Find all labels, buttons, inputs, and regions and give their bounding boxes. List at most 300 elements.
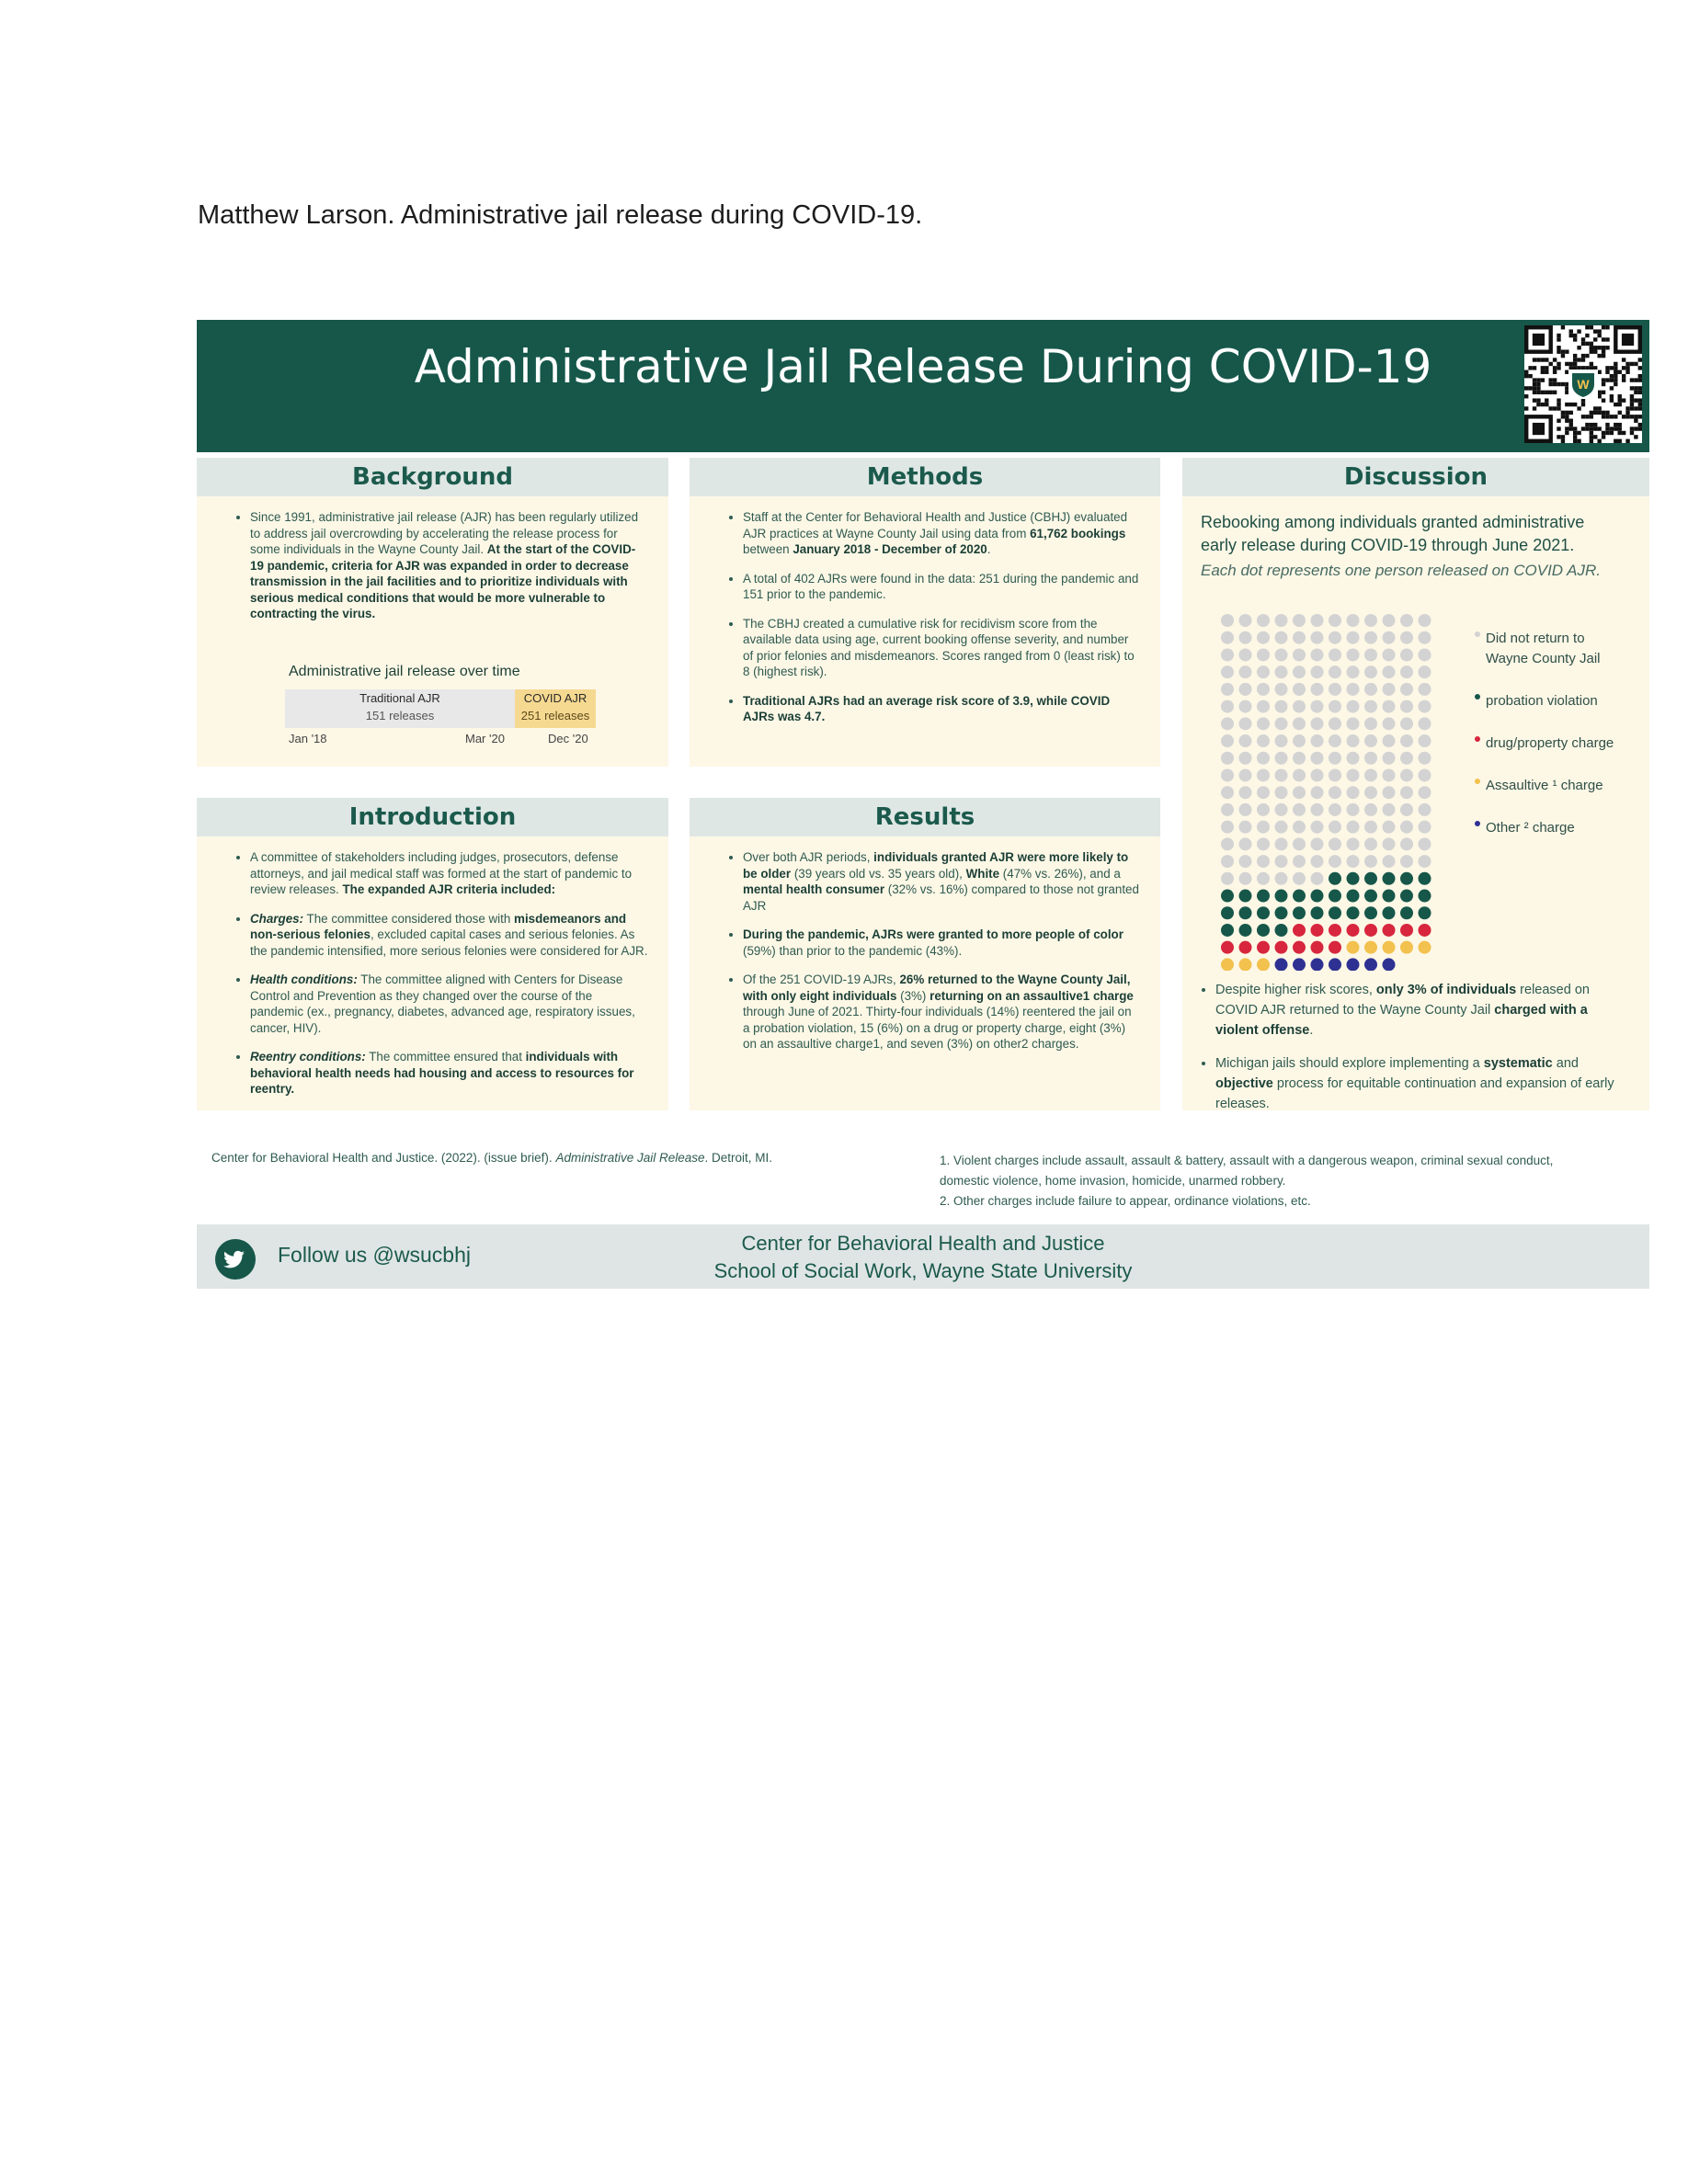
results-text: (39 years old vs. 35 years old), (791, 866, 966, 881)
intro-text: A committee of stakeholders including judges, prosecutors, defense attorneys, and jail medical staff was formed at the start of pandemic to review releases. (250, 850, 633, 896)
list-item (743, 693, 1140, 725)
person-dot (1347, 872, 1360, 885)
person-dot (1419, 683, 1431, 696)
person-dot (1221, 924, 1234, 937)
person-dot (1293, 614, 1306, 627)
person-dot (1419, 734, 1431, 747)
person-dot (1419, 614, 1431, 627)
results-text: (3%) (896, 988, 930, 1003)
qr-code-icon[interactable] (1524, 325, 1642, 443)
results-text: Of the 251 COVID-19 AJRs, (743, 973, 900, 986)
person-dot (1221, 958, 1234, 971)
person-dot (1293, 958, 1306, 971)
person-dot (1257, 821, 1270, 834)
person-dot (1311, 837, 1324, 850)
person-dot (1347, 631, 1360, 644)
citation-text: Center for Behavioral Health and Justice. (2022). (issue brief). (211, 1151, 556, 1165)
person-dot (1383, 734, 1396, 747)
person-dot (1329, 821, 1341, 834)
person-dot (1221, 768, 1234, 781)
person-dot (1257, 890, 1270, 903)
person-dot (1293, 683, 1306, 696)
background-bold: At the start of the COVID-19 pandemic, criteria for AJR was expanded in order to decrease transmission in the jail facilities and to prioritize individuals with serious medical conditions that would be more vulnerable to contracting the virus. (250, 542, 636, 620)
person-dot (1293, 665, 1306, 678)
methods-text: The CBHJ created a cumulative risk for recidivism score from the available data using age, current booking offense severity, and number of prior felonies and misdemeanors. Scores ranged from 0 (least risk) to 8 (highest risk). (743, 616, 1135, 678)
svg-text:W: W (1577, 377, 1590, 392)
background-text: Since 1991, administrative jail release (AJR) has been regularly utilized to address jail overcrowding by accelerating the release process for some individuals in the Wayne County Jail. (250, 510, 639, 556)
person-dot (1329, 700, 1341, 713)
person-dot (1293, 768, 1306, 781)
list-item (743, 616, 1140, 680)
legend-dot-icon (1475, 779, 1480, 784)
person-dot (1383, 786, 1396, 799)
person-dot (1383, 614, 1396, 627)
twitter-bird-icon[interactable] (215, 1239, 256, 1280)
results-text: Over both AJR periods, (743, 850, 874, 864)
list-item (743, 849, 1140, 914)
person-dot (1329, 786, 1341, 799)
legend-label: Assaultive ¹ charge (1486, 778, 1603, 793)
person-dot (1293, 631, 1306, 644)
person-dot (1221, 631, 1234, 644)
discussion-intro: Rebooking among individuals granted administrative early release during COVID-19 through June 2021. (1201, 513, 1585, 554)
person-dot (1329, 665, 1341, 678)
person-dot (1400, 734, 1413, 747)
person-dot (1329, 924, 1341, 937)
person-dot (1383, 631, 1396, 644)
legend-dot-icon (1475, 694, 1480, 700)
intro-bold-italic: Health conditions: (250, 973, 358, 986)
person-dot (1311, 906, 1324, 919)
person-dot (1257, 906, 1270, 919)
legend-label: Did not return to Wayne County Jail (1486, 631, 1601, 666)
person-dot (1419, 821, 1431, 834)
discussion-bold: charged with a violent offense (1215, 1003, 1588, 1038)
person-dot (1257, 648, 1270, 661)
person-dot (1364, 872, 1377, 885)
person-dot (1419, 631, 1431, 644)
person-dot (1239, 890, 1252, 903)
person-dot (1364, 803, 1377, 816)
person-dot (1221, 700, 1234, 713)
person-dot (1329, 648, 1341, 661)
person-dot (1383, 924, 1396, 937)
discussion-bold: objective (1215, 1076, 1273, 1091)
person-dot (1419, 717, 1431, 730)
person-dot (1400, 752, 1413, 765)
discussion-bold: systematic (1483, 1056, 1553, 1071)
person-dot (1383, 700, 1396, 713)
person-dot (1364, 941, 1377, 954)
person-dot (1400, 924, 1413, 937)
person-dot (1347, 924, 1360, 937)
person-dot (1221, 837, 1234, 850)
traditional-ajr-count: 151 releases (365, 709, 435, 722)
person-dot (1275, 717, 1288, 730)
person-dot (1347, 752, 1360, 765)
person-dot (1400, 683, 1413, 696)
person-dot (1275, 837, 1288, 850)
person-dot (1364, 631, 1377, 644)
person-dot (1383, 958, 1396, 971)
person-dot (1364, 717, 1377, 730)
person-dot (1239, 906, 1252, 919)
person-dot (1257, 941, 1270, 954)
person-dot (1275, 906, 1288, 919)
person-dot (1364, 683, 1377, 696)
person-dot (1293, 855, 1306, 868)
person-dot (1400, 821, 1413, 834)
person-dot (1311, 924, 1324, 937)
person-dot (1311, 786, 1324, 799)
person-dot (1347, 786, 1360, 799)
person-dot (1347, 700, 1360, 713)
person-dot (1221, 941, 1234, 954)
person-dot (1400, 872, 1413, 885)
person-dot (1257, 752, 1270, 765)
footnote-2: 2. Other charges include failure to appear, ordinance violations, etc. (940, 1194, 1311, 1208)
person-dot (1221, 803, 1234, 816)
person-dot (1221, 855, 1234, 868)
person-dot (1329, 683, 1341, 696)
person-dot (1383, 665, 1396, 678)
covid-ajr-label: COVID AJR (523, 691, 587, 705)
person-dot (1364, 768, 1377, 781)
person-dot (1311, 717, 1324, 730)
discussion-text: released on COVID AJR returned to the Wayne County Jail (1215, 983, 1590, 1018)
person-dot (1364, 752, 1377, 765)
legend-dot-icon (1475, 736, 1480, 742)
person-dot (1311, 803, 1324, 816)
person-dot (1400, 837, 1413, 850)
person-dot (1347, 768, 1360, 781)
person-dot (1239, 958, 1252, 971)
person-dot (1221, 648, 1234, 661)
person-dot (1311, 734, 1324, 747)
legend-label: Other ² charge (1486, 820, 1575, 836)
person-dot (1329, 803, 1341, 816)
person-dot (1311, 614, 1324, 627)
person-dot (1329, 906, 1341, 919)
footnote-1: 1. Violent charges include assault, assault & battery, assault with a dangerous weapon, criminal sexual conduct, domestic violence, home invasion, homicide, unarmed robbery. (940, 1154, 1554, 1188)
person-dot (1257, 700, 1270, 713)
person-dot (1239, 752, 1252, 765)
person-dot (1293, 837, 1306, 850)
person-dot (1329, 752, 1341, 765)
person-dot (1293, 648, 1306, 661)
person-dot (1239, 855, 1252, 868)
list-item (743, 972, 1140, 1052)
person-dot (1329, 734, 1341, 747)
methods-bold: Traditional AJRs had an average risk score of 3.9, while COVID AJRs was 4.7. (743, 693, 1111, 723)
results-bold: During the pandemic, AJRs were granted to more people of color (743, 927, 1123, 941)
intro-text: The committee considered those with (303, 911, 515, 926)
person-dot (1383, 890, 1396, 903)
results-bold: White (965, 866, 1000, 881)
discussion-text: Michigan jails should explore implementing a (1215, 1056, 1484, 1071)
person-dot (1419, 786, 1431, 799)
person-dot (1311, 683, 1324, 696)
person-dot (1400, 665, 1413, 678)
person-dot (1347, 941, 1360, 954)
timeline-tick-end: Dec '20 (548, 732, 588, 745)
person-dot (1383, 821, 1396, 834)
person-dot (1257, 683, 1270, 696)
person-dot (1347, 614, 1360, 627)
person-dot (1364, 855, 1377, 868)
person-dot (1419, 890, 1431, 903)
results-bold: individuals granted AJR were more likely to be older (743, 850, 1129, 881)
person-dot (1347, 906, 1360, 919)
covid-ajr-bar (515, 689, 596, 728)
person-dot (1364, 734, 1377, 747)
results-text: (59%) than prior to the pandemic (43%). (743, 943, 963, 958)
discussion-note: Each dot represents one person released on COVID AJR. (1201, 562, 1601, 579)
person-dot (1400, 786, 1413, 799)
person-dot (1311, 648, 1324, 661)
person-dot (1400, 717, 1413, 730)
person-dot (1311, 872, 1324, 885)
person-dot (1400, 855, 1413, 868)
traditional-ajr-label: Traditional AJR (359, 691, 440, 705)
person-dot (1311, 821, 1324, 834)
person-dot (1239, 614, 1252, 627)
bottom-bar (197, 1224, 1649, 1289)
person-dot (1239, 941, 1252, 954)
person-dot (1419, 872, 1431, 885)
intro-bold-italic: Reentry conditions: (250, 1050, 366, 1064)
person-dot (1257, 631, 1270, 644)
person-dot (1275, 734, 1288, 747)
person-dot (1400, 941, 1413, 954)
person-dot (1293, 872, 1306, 885)
person-dot (1419, 752, 1431, 765)
background-heading: Background (197, 458, 668, 496)
intro-text: The committee aligned with Centers for Disease Control and Prevention as they changed over the course of the pandemic (ex., pregnancy, diabetes, advanced age, respiratory issues, cancer, HIV). (250, 973, 635, 1035)
intro-text: The committee ensured that (365, 1050, 526, 1064)
person-dot (1419, 648, 1431, 661)
person-dot (1364, 906, 1377, 919)
person-dot (1257, 837, 1270, 850)
person-dot (1275, 752, 1288, 765)
person-dot (1364, 837, 1377, 850)
org-line-2: School of Social Work, Wayne State University (713, 1259, 1133, 1282)
intro-bold: misdemeanors and non-serious felonies (250, 911, 627, 941)
person-dot (1383, 768, 1396, 781)
person-dot (1364, 700, 1377, 713)
person-dot (1275, 683, 1288, 696)
person-dot (1239, 648, 1252, 661)
person-dot (1257, 734, 1270, 747)
legend-dot-icon (1475, 631, 1480, 637)
results-card (690, 798, 1160, 1110)
person-dot (1311, 752, 1324, 765)
methods-text: A total of 402 AJRs were found in the data: 251 during the pandemic and 151 prior to the pandemic. (743, 571, 1139, 601)
person-dot (1329, 717, 1341, 730)
person-dot (1275, 631, 1288, 644)
poster (197, 320, 1649, 1289)
results-list (690, 836, 1160, 1052)
follow-link[interactable]: Follow us @wsucbhj (278, 1243, 471, 1267)
person-dot (1383, 837, 1396, 850)
list-item (1215, 980, 1633, 1041)
timeline-tick-start: Jan '18 (289, 732, 327, 745)
legend-item (1473, 818, 1629, 838)
discussion-card (1182, 458, 1649, 1110)
person-dot (1383, 717, 1396, 730)
person-dot (1329, 631, 1341, 644)
person-dot (1239, 837, 1252, 850)
person-dot (1347, 837, 1360, 850)
discussion-text: Despite higher risk scores, (1215, 983, 1376, 997)
person-dot (1364, 614, 1377, 627)
intro-bold: individuals with behavioral health needs had housing and access to resources for reentry. (250, 1050, 634, 1096)
person-dot (1293, 803, 1306, 816)
list-item (743, 571, 1140, 603)
person-dot (1400, 906, 1413, 919)
person-dot (1347, 683, 1360, 696)
person-dot (1329, 614, 1341, 627)
person-dot (1347, 734, 1360, 747)
person-dot (1419, 803, 1431, 816)
person-dot (1221, 906, 1234, 919)
person-dot (1221, 614, 1234, 627)
person-dot (1400, 631, 1413, 644)
ajr-timeline (285, 689, 596, 728)
results-bold: mental health consumer (743, 882, 885, 896)
person-dot (1419, 924, 1431, 937)
person-dot (1275, 700, 1288, 713)
person-dot (1419, 906, 1431, 919)
list-item (1215, 1053, 1633, 1114)
person-dot (1400, 614, 1413, 627)
traditional-ajr-bar (285, 689, 515, 728)
person-dot (1293, 734, 1306, 747)
person-dot (1383, 906, 1396, 919)
person-dot (1329, 872, 1341, 885)
person-dot (1293, 717, 1306, 730)
person-dot (1221, 752, 1234, 765)
introduction-card (197, 798, 668, 1110)
person-dot (1221, 890, 1234, 903)
discussion-text: process for equitable continuation and expansion of early releases. (1215, 1076, 1614, 1111)
legend-item (1473, 734, 1629, 754)
person-dot (1364, 890, 1377, 903)
methods-bold: 61,762 bookings (1030, 526, 1126, 540)
person-dot (1364, 958, 1377, 971)
person-dot (1311, 631, 1324, 644)
methods-text: Staff at the Center for Behavioral Health and Justice (CBHJ) evaluated AJR practices at Wayne County Jail using data from (743, 510, 1128, 540)
person-dot (1257, 958, 1270, 971)
person-dot (1400, 803, 1413, 816)
person-dot (1257, 803, 1270, 816)
person-dot (1364, 786, 1377, 799)
person-dot (1239, 821, 1252, 834)
citation (211, 1151, 772, 1165)
footnotes (940, 1151, 1602, 1211)
person-dot (1347, 665, 1360, 678)
person-dot (1293, 700, 1306, 713)
person-dot (1400, 700, 1413, 713)
person-dot (1400, 768, 1413, 781)
person-dot (1239, 803, 1252, 816)
person-dot (1293, 786, 1306, 799)
list-item (250, 849, 648, 898)
person-dot (1239, 768, 1252, 781)
person-dot (1293, 906, 1306, 919)
person-dot (1239, 786, 1252, 799)
person-dot (1293, 890, 1306, 903)
legend-item (1473, 776, 1629, 796)
person-dot (1275, 872, 1288, 885)
person-dot (1347, 717, 1360, 730)
methods-card (690, 458, 1160, 767)
person-dot (1347, 803, 1360, 816)
person-dot (1275, 941, 1288, 954)
results-bold: returning on an assaultive1 charge (930, 988, 1134, 1003)
person-dot (1293, 752, 1306, 765)
methods-heading: Methods (690, 458, 1160, 496)
person-dot (1293, 924, 1306, 937)
person-dot (1275, 768, 1288, 781)
person-dot (1311, 958, 1324, 971)
list-item (250, 509, 648, 622)
person-dot (1275, 890, 1288, 903)
person-dot (1293, 821, 1306, 834)
person-dot (1347, 958, 1360, 971)
person-dot (1257, 786, 1270, 799)
methods-list (690, 496, 1160, 725)
person-dot (1419, 837, 1431, 850)
person-dot (1400, 890, 1413, 903)
introduction-heading: Introduction (197, 798, 668, 836)
person-dot (1275, 821, 1288, 834)
person-dot (1257, 717, 1270, 730)
legend-dot-icon (1475, 821, 1480, 826)
discussion-bullets (1182, 980, 1651, 1127)
person-dot (1239, 717, 1252, 730)
legend-label: drug/property charge (1486, 735, 1614, 751)
person-dot (1364, 821, 1377, 834)
intro-text: , excluded capital cases and serious felonies. As the pandemic intensified, more serious felonies were considered for AJR. (250, 927, 648, 958)
person-dot (1257, 614, 1270, 627)
person-dot (1239, 734, 1252, 747)
person-dot (1383, 803, 1396, 816)
person-dot (1221, 665, 1234, 678)
person-dot (1221, 683, 1234, 696)
legend-label: probation violation (1486, 693, 1598, 709)
person-dot (1293, 941, 1306, 954)
discussion-bold: only 3% of individuals (1375, 983, 1517, 997)
person-dot (1221, 872, 1234, 885)
person-dot (1239, 872, 1252, 885)
person-dot (1419, 855, 1431, 868)
person-dot (1329, 890, 1341, 903)
person-dot (1329, 855, 1341, 868)
person-dot (1257, 855, 1270, 868)
methods-text: between (743, 542, 793, 556)
citation-title: Administrative Jail Release (555, 1151, 705, 1165)
person-dot (1311, 665, 1324, 678)
person-dot (1329, 941, 1341, 954)
page-caption: Matthew Larson. Administrative jail release during COVID-19. (198, 200, 923, 230)
citation-text: . Detroit, MI. (704, 1151, 773, 1165)
person-dot (1275, 614, 1288, 627)
person-dot (1221, 821, 1234, 834)
person-dot (1311, 890, 1324, 903)
org-line-1: Center for Behavioral Health and Justice (741, 1232, 1105, 1255)
background-card (197, 458, 668, 767)
